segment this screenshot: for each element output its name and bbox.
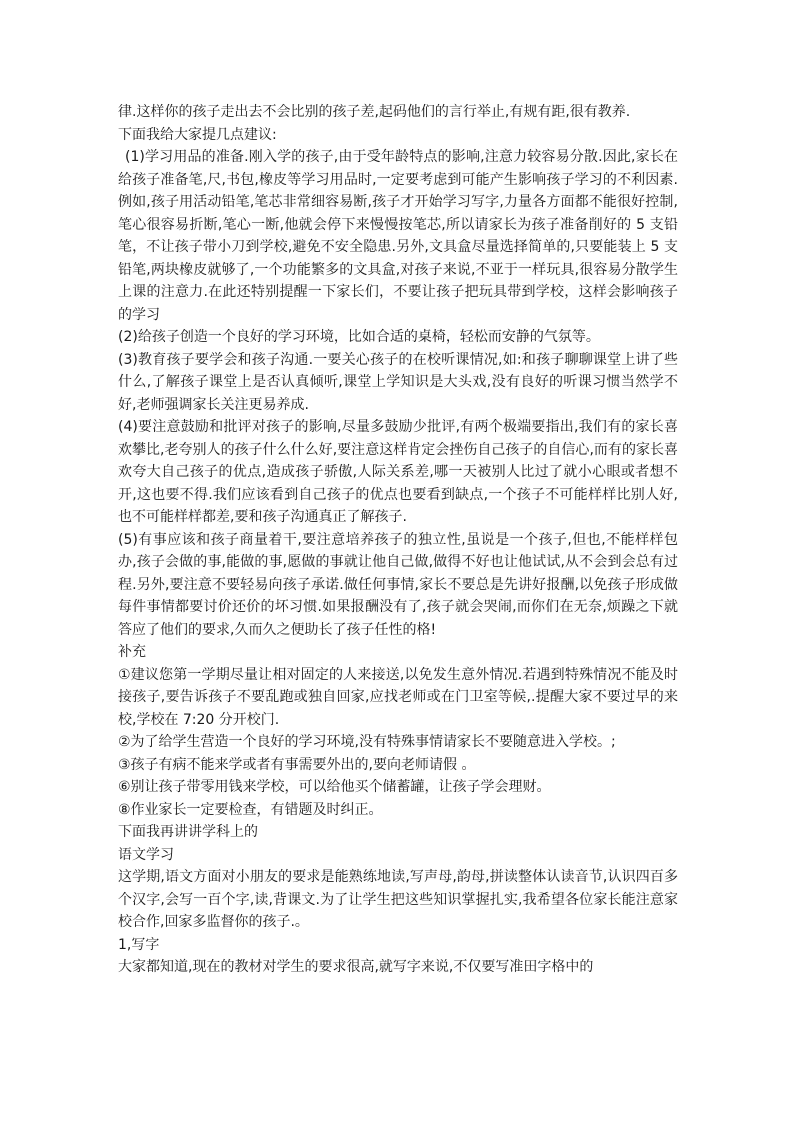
paragraph-supplement-2: ②为了给学生营造一个良好的学习环境,没有特殊事情请家长不要随意进入学校。;: [118, 734, 616, 750]
paragraph-suggestion-1: (1)学习用品的准备.刚入学的孩子,由于受年龄特点的影响,注意力较容易分散.因此,家长在给孩子准备笔,尺,书包,橡皮等学习用品时,一定要考虑到可能产生影响孩子学习的不利因素.例如,孩子用活动铅笔,笔芯非常细容易断,孩子才开始学习写字,力量各方面都不能很好控制,笔心很容易折断,笔心一断,他就会停下来慢慢按笔芯,所以请家长为孩子准备削好的 5 支铅笔，不让孩子带小刀到学校,避免不安全隐患.另外,文具盒尽量选择简单的,只要能装上 5 支铅笔,两块橡皮就够了,一个功能繁多的文具盒,对孩子来说,不亚于一样玩具,很容易分散学生上课的注意力.在此还特别提醒一下家长们，不要让孩子把玩具带到学校，这样会影响孩子的学习: [118, 149, 678, 323]
paragraph-suggestions-heading: 下面我给大家提几点建议:: [118, 126, 277, 143]
paragraph-suggestion-2: (2)给孩子创造一个良好的学习环境，比如合适的桌椅，轻松而安静的气氛等。: [118, 329, 600, 345]
paragraph-intro-end: 律.这样你的孩子走出去不会比别的孩子差,起码他们的言行举止,有规有距,很有教养.: [118, 104, 631, 120]
paragraph-suggestion-3: (3)教育孩子要学会和孩子沟通.一要关心孩子的在校听课情况,如:和孩子聊聊课堂上讲了些什么,了解孩子课堂上是否认真倾听,课堂上学知识是大头戏,没有良好的听课习惯当然学不好,老师强调家长关注更易养成.: [118, 351, 678, 413]
paragraph-writing-heading: 1,写字: [118, 936, 160, 953]
paragraph-supplement-8: ⑧作业家长一定要检查，有错题及时纠正。: [118, 801, 383, 818]
paragraph-supplement-heading: 补充: [118, 644, 146, 660]
paragraph-suggestion-4: (4)要注意鼓励和批评对孩子的影响,尽量多鼓励少批评,有两个极端要指出,我们有的家长喜欢攀比,老夸别人的孩子什么什么好,要注意这样肯定会挫伤自己孩子的自信心,而有的家长喜欢夸大自己孩子的优点,造成孩子骄傲,人际关系差,哪一天被别人比过了就小心眼或者想不开,这也要不得.我们应该看到自己孩子的优点也要看到缺点,一个孩子不可能样样比别人好,也不可能样样都差,要和孩子沟通真正了解孩子.: [118, 419, 678, 525]
paragraph-supplement-1: ①建议您第一学期尽量让相对固定的人来接送,以免发生意外情况.若遇到特殊情况不能及时接孩子,要告诉孩子不要乱跑或独自回家,应找老师或在门卫室等候,.提醒大家不要过早的来校,学校在 7:20 分开校门.: [118, 666, 678, 728]
paragraph-chinese-body: 这学期,语文方面对小朋友的要求是能熟练地读,写声母,韵母,拼读整体认读音节,认识四百多个汉字,会写一百个字,读,背课文.为了让学生把这些知识掌握扎实,我希望各位家长能注意家校合作,回家多监督你的孩子.。: [118, 869, 678, 930]
paragraph-chinese-heading: 语文学习: [118, 846, 174, 863]
document-page: [118, 101, 678, 979]
paragraph-supplement-3: ③孩子有病不能来学或者有事需要外出的,要向老师请假 。: [118, 756, 476, 773]
paragraph-supplement-6: ⑥别让孩子带零用钱来学校，可以给他买个储蓄罐，让孩子学会理财。: [118, 779, 551, 795]
paragraph-subjects-heading: 下面我再讲讲学科上的: [118, 824, 258, 840]
paragraph-writing-body: 大家都知道,现在的教材对学生的要求很高,就写字来说,不仅要写准田字格中的: [118, 959, 594, 975]
paragraph-suggestion-5: (5)有事应该和孩子商量着干,要注意培养孩子的独立性,虽说是一个孩子,但也,不能样样包办,孩子会做的事,能做的事,愿做的事就让他自己做,做得不好也让他试试,从不会到会总有过程.另外,要注意不要轻易向孩子承诺.做任何事情,家长不要总是先讲好报酬,以免孩子形成做每件事情都要讨价还价的坏习惯.如果报酬没有了,孩子就会哭闹,而你们在无奈,烦躁之下就答应了他们的要求,久而久之便助长了孩子任性的格!: [118, 531, 678, 638]
